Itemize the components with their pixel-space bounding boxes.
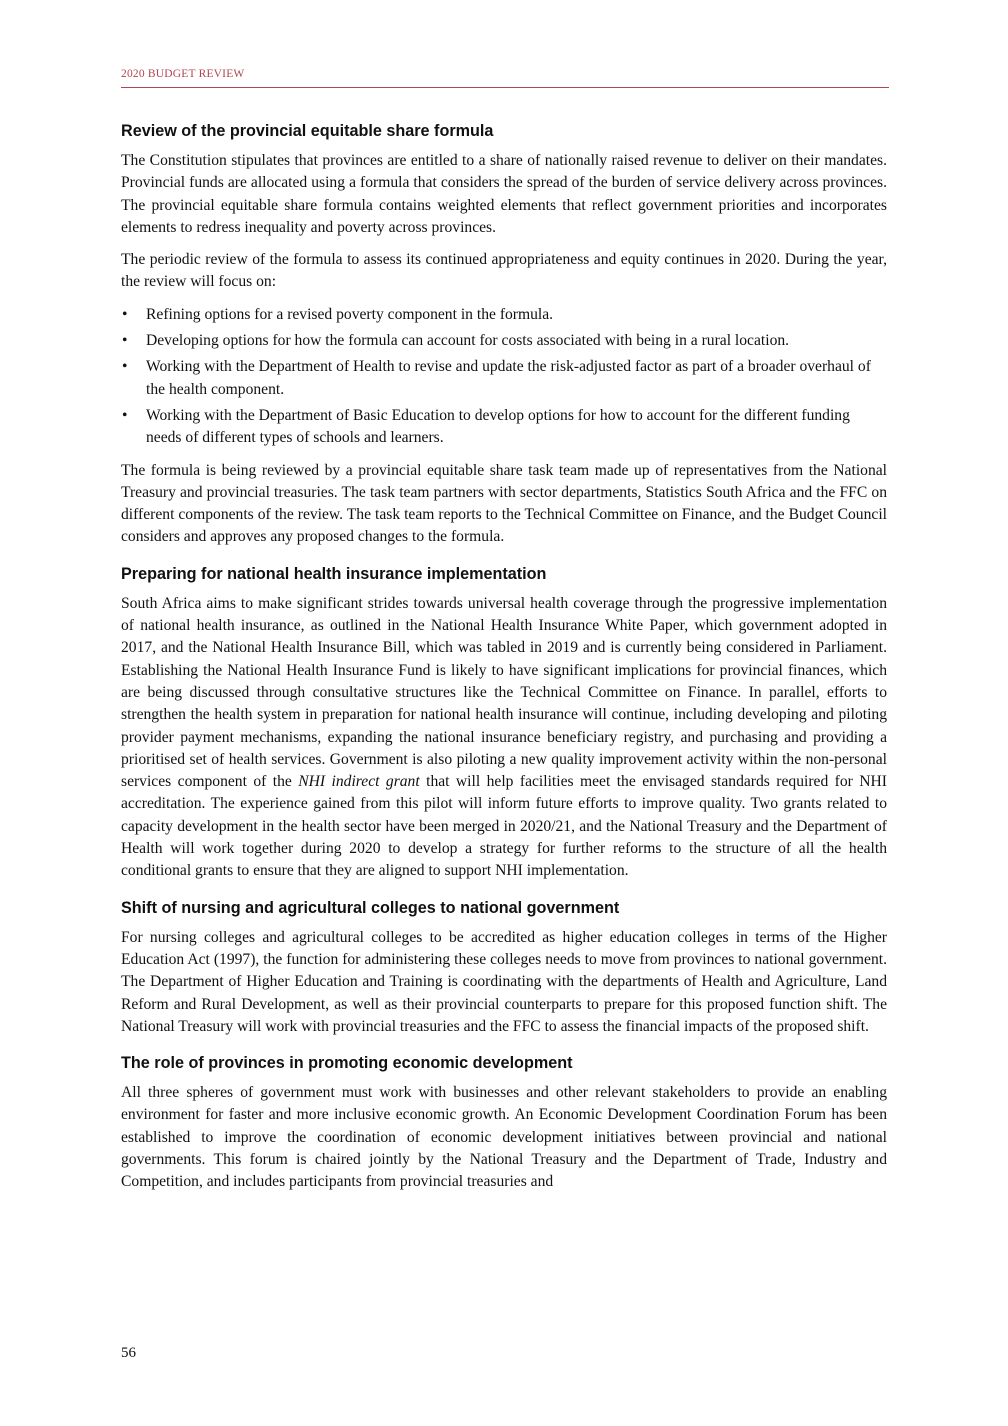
section-heading-nhi: Preparing for national health insurance implementation bbox=[121, 564, 547, 583]
section-heading-pes-review: Review of the provincial equitable share formula bbox=[121, 122, 494, 140]
paragraph: All three spheres of government must work with businesses and other relevant stakeholders to provide an enabling environment for faster and more inclusive economic growth. An Economic Development Coordination Forum has been established to improve the coordination of economic development initiatives between provincial and national governments. This forum is chaired jointly by the National Treasury and the Department of Trade, Industry and Competition, and includes participants from provincial treasuries and bbox=[121, 1084, 887, 1191]
list-item bbox=[121, 356, 887, 401]
running-header: 2020 BUDGET REVIEW bbox=[121, 68, 245, 80]
list-item-text: Working with the Department of Basic Education to develop options for how to account for the different funding needs of different types of schools and learners. bbox=[146, 406, 850, 447]
bullet-list bbox=[121, 304, 887, 450]
bullet-icon: • bbox=[122, 305, 128, 323]
section-heading-economic-development: The role of provinces in promoting economic development bbox=[121, 1054, 573, 1073]
paragraph-text: that will help facilities meet the envisaged standards required for NHI accreditation. The experience gained from this pilot will inform future efforts to improve quality. Two grants related to capacity development in the health sector have been merged in 2020/21, and the National Treasury and the Department of Health will work together during 2020 to develop a strategy for further reforms to the structure of all the health conditional grants to ensure that they are aligned to support NHI implementation. bbox=[121, 773, 887, 880]
bullet-icon: • bbox=[122, 332, 128, 350]
paragraph bbox=[121, 593, 887, 883]
paragraph: The periodic review of the formula to assess its continued appropriateness and equity continues in 2020. During the year, the review will focus on: bbox=[121, 251, 887, 291]
body-content bbox=[121, 120, 887, 1204]
list-item-text: Working with the Department of Health to revise and update the risk-adjusted factor as part of a broader overhaul of the health component. bbox=[146, 358, 871, 398]
paragraph-text: South Africa aims to make significant strides towards universal health coverage through the progressive implementation of national health insurance, as outlined in the National Health Insurance White Paper, which government adopted in 2017, and the National Health Insurance Bill, which was tabled in 2019 and is currently being considered in Parliament. Establishing the National Health Insurance Fund is likely to have significant implications for provincial finances, which are being discussed through consultative structures like the Technical Committee on Finance. In parallel, efforts to strengthen the health system in preparation for national health insurance will continue, including developing and piloting provider payment mechanisms, expanding the national insurance beneficiary registry, and purchasing and providing a prioritised set of health services. Government is also piloting a new quality improvement activity within the non-personal services component of the bbox=[121, 594, 887, 791]
page-number: 56 bbox=[121, 1345, 136, 1361]
paragraph: The formula is being reviewed by a provincial equitable share task team made up of representatives from the National Treasury and provincial treasuries. The task team partners with sector departments, Statistics South Africa and the FFC on different components of the review. The task team reports to the Technical Committee on Finance, and the Budget Council considers and approves any proposed changes to the formula. bbox=[121, 461, 887, 546]
list-item bbox=[121, 330, 887, 352]
grant-name: NHI indirect grant bbox=[298, 773, 420, 791]
paragraph: The Constitution stipulates that provinces are entitled to a share of nationally raised revenue to deliver on their mandates. Provincial funds are allocated using a formula that considers the spread of the burden of service delivery across provinces. The provincial equitable share formula contains weighted elements that reflect government priorities and incorporates elements to redress inequality and poverty across provinces. bbox=[121, 152, 887, 236]
list-item-text: Developing options for how the formula can account for costs associated with being in a rural location. bbox=[146, 332, 790, 350]
list-item bbox=[121, 304, 887, 326]
list-item bbox=[121, 405, 887, 450]
bullet-icon: • bbox=[122, 358, 128, 376]
bullet-icon: • bbox=[122, 406, 128, 424]
list-item-text: Refining options for a revised poverty component in the formula. bbox=[146, 305, 554, 323]
section-heading-colleges: Shift of nursing and agricultural colleges to national government bbox=[121, 898, 620, 917]
header-rule bbox=[121, 87, 889, 88]
paragraph: For nursing colleges and agricultural colleges to be accredited as higher education colleges in terms of the Higher Education Act (1997), the function for administering these colleges needs to move from provinces to national government. The Department of Higher Education and Training is coordinating with the departments of Health and Agriculture, Land Reform and Rural Development, as well as their provincial counterparts to prepare for this proposed function shift. The National Treasury will work with provincial treasuries and the FFC to assess the financial impacts of the proposed shift. bbox=[121, 928, 887, 1035]
